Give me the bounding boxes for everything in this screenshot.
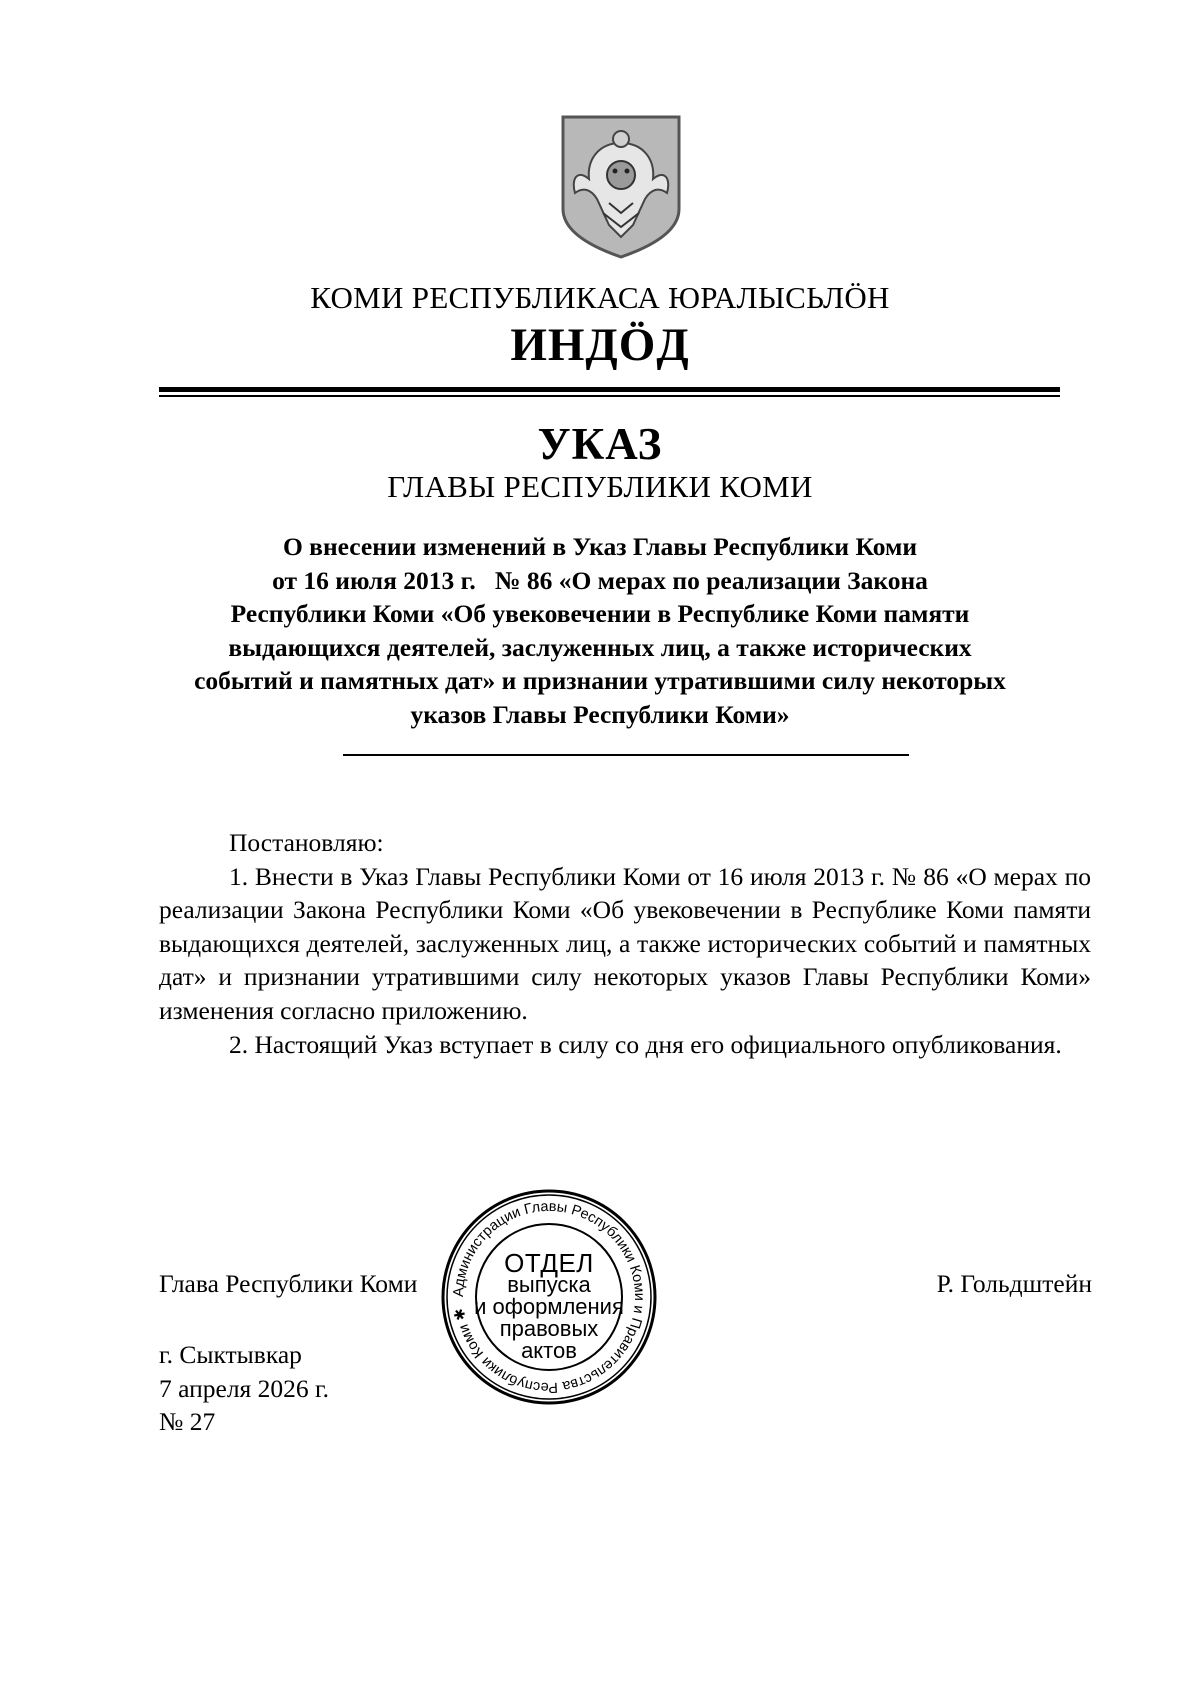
stamp-line: ОТДЕЛ	[504, 1248, 594, 1278]
body-intro: Постановляю:	[229, 828, 384, 857]
decree-heading	[150, 530, 1050, 731]
decree-date: 7 апреля 2026 г.	[159, 1373, 329, 1403]
decree-number: № 27	[159, 1407, 216, 1437]
stamp-line: правовых	[499, 1316, 599, 1341]
signature-name: Р. Гольдштейн	[936, 1269, 1092, 1298]
stamp-line: актов	[521, 1338, 577, 1363]
header-divider-thick	[159, 387, 1060, 392]
heading-line: событий и памятных дат» и признании утратившими силу некоторых	[194, 666, 1006, 695]
decree-body	[159, 826, 1091, 1061]
header-divider-thin	[159, 395, 1060, 397]
header-line-komi: КОМИ РЕСПУБЛИКАСА ЮРАЛЫСЬЛӦН	[310, 280, 890, 315]
heading-line: указов Главы Республики Коми»	[410, 699, 790, 729]
heading-line: Республики Коми «Об увековечении в Республике Коми памяти	[230, 599, 970, 628]
komi-coat-of-arms-icon	[559, 113, 683, 261]
heading-line: О внесении изменений в Указ Главы Республики Коми	[282, 532, 918, 561]
heading-line: выдающихся деятелей, заслуженных лиц, а также исторических	[228, 632, 972, 662]
place-date-number	[159, 1338, 329, 1439]
stamp-center-text	[440, 1248, 658, 1363]
place-city: г. Сыктывкар	[159, 1340, 302, 1369]
decree-title: УКАЗ	[537, 419, 663, 469]
heading-underline	[343, 754, 909, 756]
decree-subtitle: ГЛАВЫ РЕСПУБЛИКИ КОМИ	[387, 469, 813, 504]
signature-role: Глава Республики Коми	[159, 1269, 418, 1298]
heading-line: от 16 июля 2013 г. № 86 «О мерах по реализации Закона	[272, 565, 928, 595]
stamp-line: выпуска	[507, 1272, 591, 1297]
body-item-2: 2. Настоящий Указ вступает в силу со дня его официального опубликования.	[229, 1029, 1062, 1059]
stamp-ring-text: Администрации Главы Республики Коми и Правительства Республики Коми ✱	[450, 1198, 648, 1396]
stamp-line: и оформления	[474, 1294, 624, 1319]
body-item-1: 1. Внести в Указ Главы Республики Коми от 16 июля 2013 г. № 86 «О мерах по реализации Закона Республики Коми «Об увековечении в Республике Коми памяти выдающихся деятелей, заслуженных лиц, а также исторических событий и памятных дат» и признании утратившими силу некоторых указов Главы Республики Коми» изменения согласно приложению.	[159, 861, 1091, 1025]
header-indod: ИНДӦД	[510, 319, 690, 371]
